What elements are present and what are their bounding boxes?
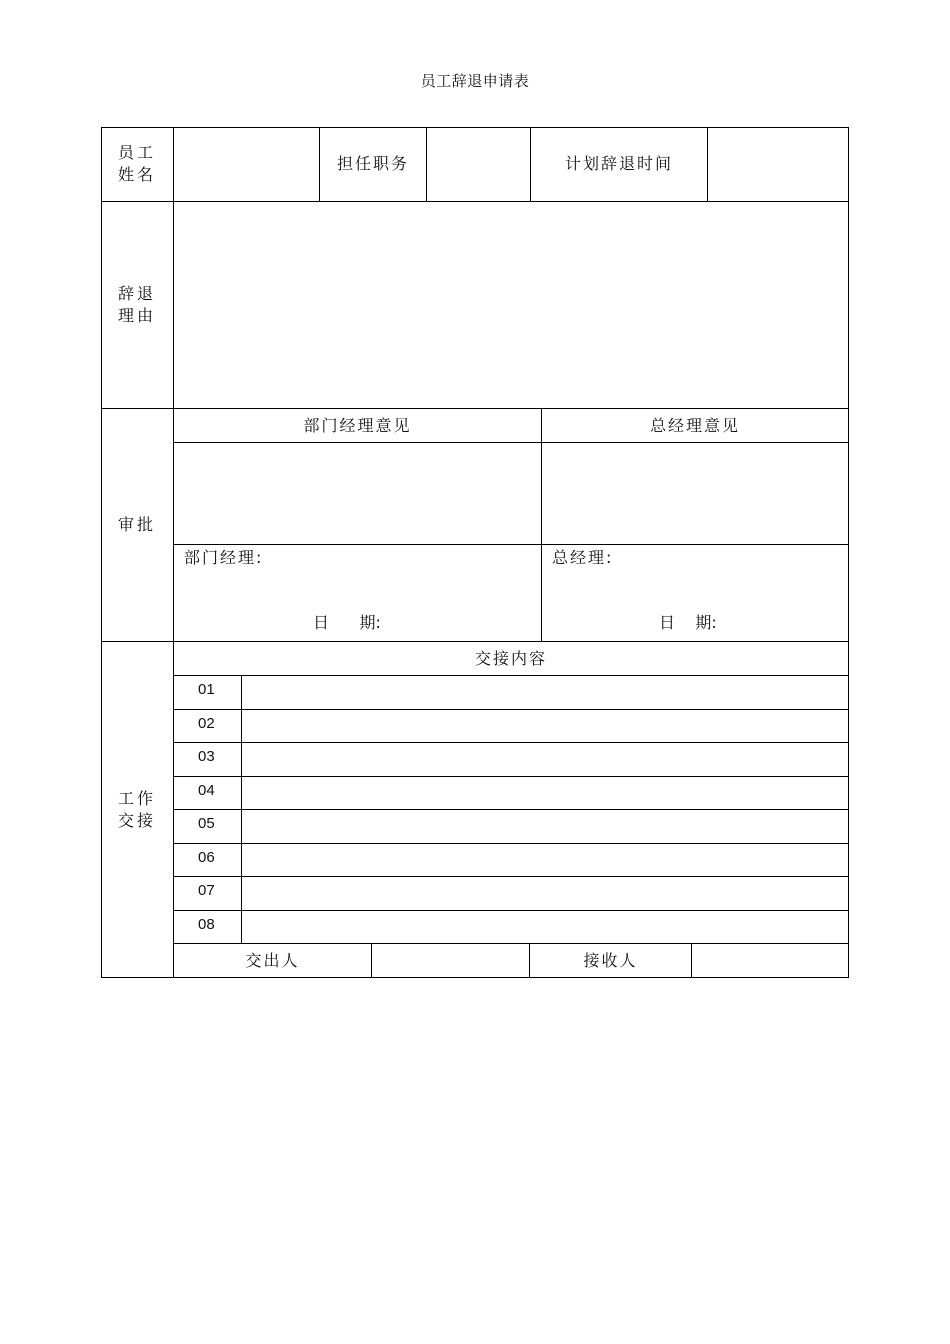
handover-item-number: 04: [174, 777, 242, 810]
planned-date-label: 计划辞退时间: [531, 127, 708, 202]
dept-manager-opinion-field[interactable]: [174, 443, 542, 545]
general-manager-sign-label: 总经理:: [552, 548, 614, 567]
reason-label-line2: 理由: [117, 306, 156, 325]
handover-label-line1: 工作: [117, 788, 156, 808]
handover-item-number: 07: [174, 877, 242, 911]
handover-item-field[interactable]: [242, 877, 849, 911]
handover-item-number: 08: [174, 911, 242, 944]
handover-item-number: 06: [174, 844, 242, 877]
handover-item-field[interactable]: [242, 844, 849, 877]
form-title: 员工辞退申请表: [420, 72, 530, 90]
general-manager-date-label: 日 期:: [659, 613, 717, 632]
general-manager-signature-cell[interactable]: [542, 545, 849, 642]
dept-manager-date-label: 日 期:: [313, 613, 381, 632]
handover-item-field[interactable]: [242, 710, 849, 743]
dept-manager-signature-cell[interactable]: [174, 545, 542, 642]
approval-label: 审批: [101, 409, 174, 642]
employee-name-label-line2: 姓名: [117, 165, 156, 184]
general-manager-opinion-field[interactable]: [542, 443, 849, 545]
handover-item-field[interactable]: [242, 810, 849, 844]
handed-over-by-field[interactable]: [372, 944, 530, 978]
position-field[interactable]: [427, 127, 531, 202]
dept-manager-sign-label: 部门经理:: [184, 548, 264, 567]
planned-date-field[interactable]: [708, 127, 849, 202]
handover-label: [101, 642, 174, 978]
employee-name-label: [101, 127, 174, 202]
employee-name-field[interactable]: [174, 127, 320, 202]
handover-item-field[interactable]: [242, 676, 849, 710]
handover-item-field[interactable]: [242, 911, 849, 944]
dept-manager-opinion-header: 部门经理意见: [174, 409, 542, 443]
resignation-form-table: [101, 127, 849, 978]
handover-content-header: 交接内容: [174, 642, 849, 676]
handed-over-by-label: 交出人: [174, 944, 372, 978]
reason-label: [101, 202, 174, 409]
handover-item-field[interactable]: [242, 777, 849, 810]
general-manager-opinion-header: 总经理意见: [542, 409, 849, 443]
reason-field[interactable]: [174, 202, 849, 409]
reason-label-line1: 辞退: [117, 284, 156, 303]
handover-item-number: 03: [174, 743, 242, 777]
employee-name-label-line1: 员工: [117, 143, 156, 162]
handover-item-field[interactable]: [242, 743, 849, 777]
received-by-field[interactable]: [692, 944, 849, 978]
position-label: 担任职务: [320, 127, 427, 202]
received-by-label: 接收人: [530, 944, 692, 978]
handover-item-number: 01: [174, 676, 242, 710]
handover-item-number: 05: [174, 810, 242, 844]
handover-item-number: 02: [174, 710, 242, 743]
handover-label-line2: 交接: [117, 810, 156, 830]
